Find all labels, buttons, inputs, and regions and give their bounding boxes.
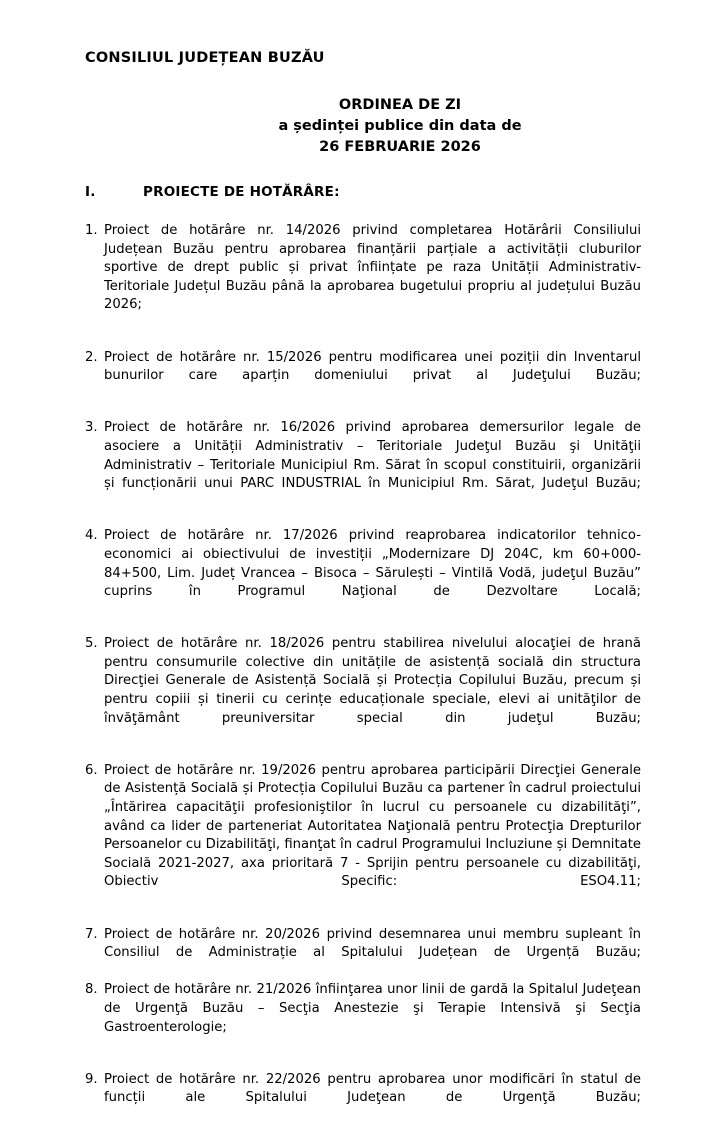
document-title-line-2: a ședinței publice din data de [278,118,522,134]
agenda-item-text: Proiect de hotărâre nr. 22/2026 pentru aprobarea unor modificări în statul de funcții ale Spitalului Judeţean de Urgenţă Buzău; [104,1071,641,1106]
agenda-item [85,926,641,982]
agenda-item-text: Proiect de hotărâre nr. 18/2026 pentru stabilirea nivelului alocaţiei de hrană pentru consumurile colective din unitățile de asistență socială din structura Direcţiei Generale de Asistență Socială și Protecția Copilului Buzău, precum și pentru copiii și tinerii cu cerințe educaționale speciale, elevi ai unităţilor de învăţământ preuniversitar special din judeţul Buzău; [104,636,641,726]
section-heading [85,184,340,200]
agenda-item-number: 8. [85,982,98,998]
agenda-item-text: Proiect de hotărâre nr. 21/2026 înfiinţarea unor linii de gardă la Spitalul Judeţean de Urgenţă Buzău – Secţia Anestezie şi Terapie Intensivă şi Secţia Gastroenterologie; [104,982,641,1035]
section-label: PROIECTE DE HOTĂRÂRE: [143,184,340,200]
section-numeral: I. [85,184,96,200]
agenda-item [85,635,641,747]
document-title-line-1: ORDINEA DE ZI [338,97,462,113]
agenda-item-text: Proiect de hotărâre nr. 14/2026 privind completarea Hotărârii Consiliului Județean Buzău pentru aprobarea finanțării parțiale a activității cluburilor sportive de drept public și privat înființate pe raza Unității Administrativ-Teritoriale Județul Buzău până la aprobarea bugetului propriu al județului Buzău 2026; [104,223,641,313]
agenda-item-text: Proiect de hotărâre nr. 16/2026 privind aprobarea demersurilor legale de asociere a Unității Administrativ – Teritoriale Judeţul Buzău şi Unităţii Administrativ – Teritoriale Municipiul Rm. Sărat în scopul constituirii, organizării și funcționării unui PARC INDUSTRIAL în Municipiul Rm. Sărat, Judeţul Buzău; [104,420,641,492]
agenda-item-number: 5. [85,636,98,652]
agenda-item [85,527,641,620]
agenda-item-text: Proiect de hotărâre nr. 17/2026 privind reaprobarea indicatorilor tehnico-economici ai obiectivului de investiții „Modernizare DJ 204C, km 60+000-84+500, Lim. Județ Vrancea – Bisoca – Sărulești – Vintilă Vodă, judeţul Buzău” cuprins în Programul Naţional de Dezvoltare Locală; [104,528,641,600]
agenda-item [85,1071,641,1127]
agenda-item [85,419,641,512]
agenda-item-number: 6. [85,762,98,778]
agenda-item-number: 2. [85,349,98,365]
document-title-line-3: 26 FEBRUARIE 2026 [319,139,481,155]
agenda-item-text: Proiect de hotărâre nr. 20/2026 privind desemnarea unui membru supleant în Consiliul de Administrație al Spitalului Județean de Urgență Buzău; [104,926,641,961]
agenda-item-text: Proiect de hotărâre nr. 19/2026 pentru aprobarea participării Direcţiei Generale de Asistență Socială și Protecția Copilului Buzău ca partener în cadrul proiectului „Întărirea capacităţii profesioniştilor în lucrul cu persoanele cu dizabilităţi”, având ca lider de parteneriat Autoritatea Naţională pentru Protecţia Drepturilor Persoanelor cu Dizabilităţi, finanţat în cadrul Programului Incluziune și Demnitate Socială 2021-2027, axa prioritară 7 - Sprijin pentru persoanele cu dizabilităţi, Obiectiv Specific: ESO4.11; [104,762,641,890]
agenda-item-number: 9. [85,1071,98,1087]
agenda-item [85,222,641,334]
agenda-item-number: 4. [85,528,98,544]
agenda-item [85,981,641,1055]
document-title-block [85,95,715,158]
agenda-item-text: Proiect de hotărâre nr. 15/2026 pentru modificarea unei poziții din Inventarul bunurilor care aparțin domeniului privat al Judeţului Buzău; [104,349,641,384]
agenda-item-number: 7. [85,926,98,942]
agenda-item [85,762,641,911]
agenda-item-number: 3. [85,420,98,436]
agenda-item-number: 1. [85,223,98,238]
organization-title: CONSILIUL JUDEȚEAN BUZĂU [85,50,325,66]
agenda-item [85,349,641,405]
agenda-item-list [85,222,641,1142]
